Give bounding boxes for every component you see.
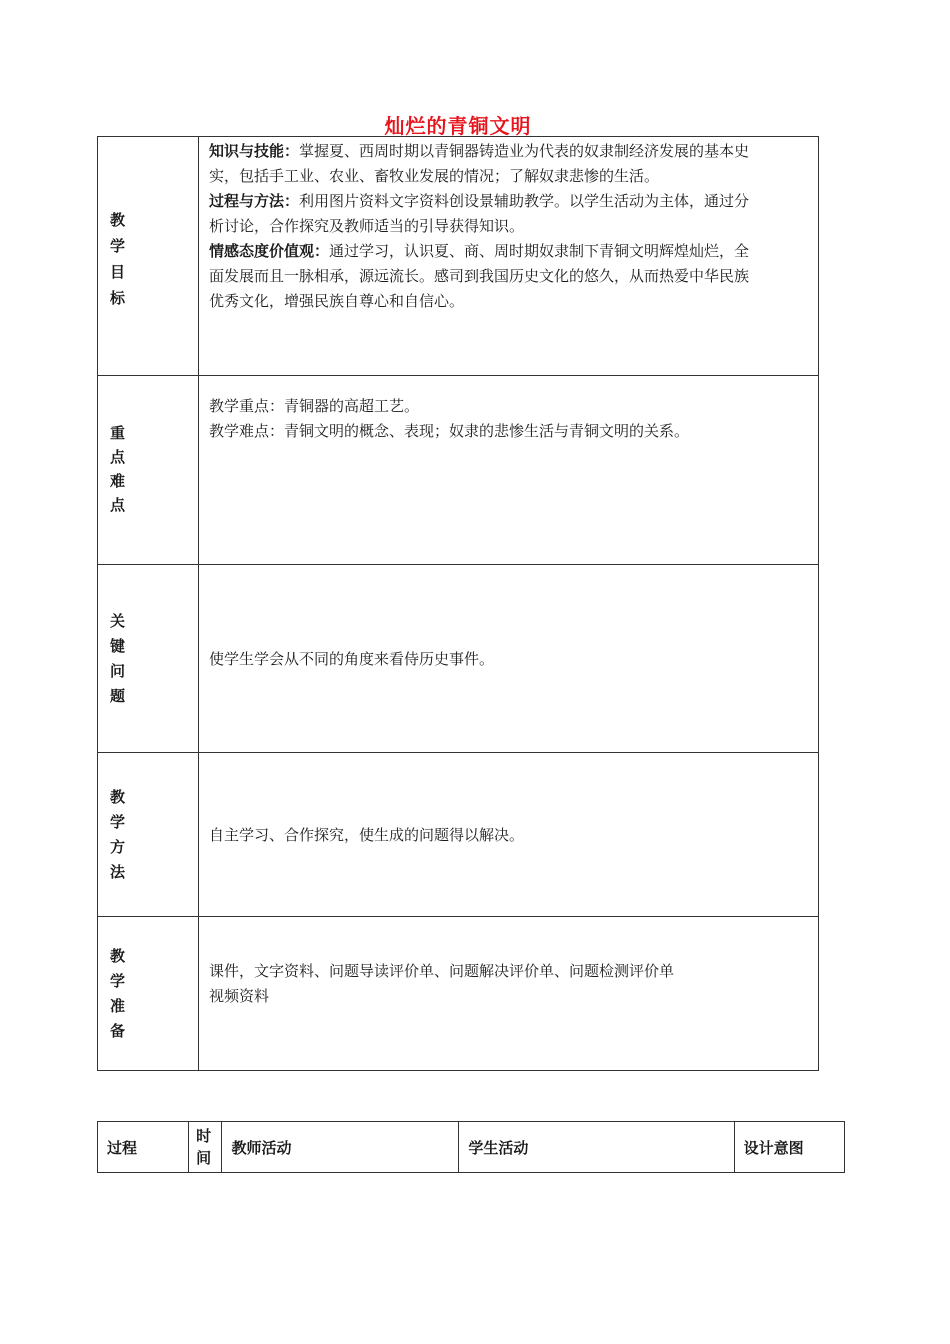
label-char: 学	[110, 971, 126, 990]
row-label-key-questions	[98, 565, 199, 753]
document-title: 灿烂的青铜文明	[384, 114, 532, 138]
label-char: 教	[110, 946, 126, 965]
content-line: 课件，文字资料、问题导读评价单、问题解决评价单、问题检测评价单	[209, 962, 675, 980]
label-char: 问	[110, 661, 126, 680]
label-char: 学	[110, 812, 126, 831]
lesson-plan-table	[97, 136, 819, 1071]
label-char: 学	[110, 237, 126, 255]
paragraph-line: 实，包括手工业、农业、畜牧业发展的情况；了解奴隶悲惨的生活。	[209, 167, 660, 185]
label-char: 教	[110, 211, 126, 229]
table-row	[98, 376, 819, 565]
header-time-char: 间	[196, 1149, 212, 1167]
paragraph-line: 面发展而且一脉相承，源远流长。感司到我国历史文化的悠久，从而热爱中华民族	[209, 267, 750, 285]
label-char: 点	[110, 496, 126, 514]
paragraph-heading: 情感态度价值观：	[209, 242, 330, 260]
table-row	[98, 753, 819, 917]
table-row	[98, 917, 819, 1071]
content-line: 使学生学会从不同的角度来看侍历史事件。	[209, 650, 495, 668]
paragraph-line: 优秀文化，增强民族自尊心和自信心。	[209, 292, 465, 310]
paragraph-text: 通过学习，认识夏、商、周时期奴隶制下青铜文明辉煌灿烂，全	[329, 242, 750, 260]
paragraph-line	[209, 139, 810, 164]
header-student-activity: 学生活动	[459, 1122, 734, 1173]
label-char: 题	[110, 686, 126, 705]
label-char: 法	[110, 862, 126, 881]
header-time	[189, 1122, 222, 1173]
paragraph-text: 利用图片资料文字资料创设景辅助教学。以学生活动为主体，通过分	[299, 192, 750, 210]
objectives-content	[199, 137, 819, 376]
header-time-char: 时	[196, 1127, 212, 1145]
label-char: 点	[110, 448, 126, 466]
header-teacher-activity: 教师活动	[222, 1122, 459, 1173]
process-table	[97, 1121, 845, 1173]
row-label-objectives	[98, 137, 199, 376]
label-char: 难	[110, 472, 126, 490]
header-process: 过程	[98, 1122, 189, 1173]
paragraph-line	[209, 189, 810, 214]
key-questions-content	[199, 565, 819, 753]
label-char: 准	[110, 996, 126, 1015]
row-label-methods	[98, 753, 199, 917]
label-char: 键	[110, 636, 126, 655]
preparation-content	[199, 917, 819, 1071]
content-line: 视频资料	[209, 987, 270, 1005]
content-line: 自主学习、合作探究，使生成的问题得以解决。	[209, 826, 525, 844]
label-char: 目	[110, 263, 126, 281]
paragraph-line: 析讨论，合作探究及教师适当的引导获得知识。	[209, 217, 525, 235]
paragraph-line	[209, 239, 810, 264]
paragraph-text: 掌握夏、西周时期以青铜器铸造业为代表的奴隶制经济发展的基本史	[299, 142, 750, 160]
label-char: 方	[110, 837, 126, 856]
header-design-intent: 设计意图	[734, 1122, 844, 1173]
table-row	[98, 565, 819, 753]
table-header-row	[98, 1122, 845, 1173]
paragraph-heading: 知识与技能：	[209, 142, 300, 160]
label-char: 标	[110, 289, 126, 307]
row-label-key-points	[98, 376, 199, 565]
label-char: 关	[110, 611, 126, 630]
methods-content	[199, 753, 819, 917]
label-char: 重	[110, 424, 126, 442]
content-line: 教学难点：青铜文明的概念、表现；奴隶的悲惨生活与青铜文明的关系。	[209, 422, 690, 440]
content-line: 教学重点：青铜器的高超工艺。	[209, 397, 420, 415]
row-label-preparation	[98, 917, 199, 1071]
label-char: 教	[110, 787, 126, 806]
table-row	[98, 137, 819, 376]
key-points-content	[199, 376, 819, 565]
paragraph-heading: 过程与方法：	[209, 192, 300, 210]
label-char: 备	[110, 1021, 126, 1040]
